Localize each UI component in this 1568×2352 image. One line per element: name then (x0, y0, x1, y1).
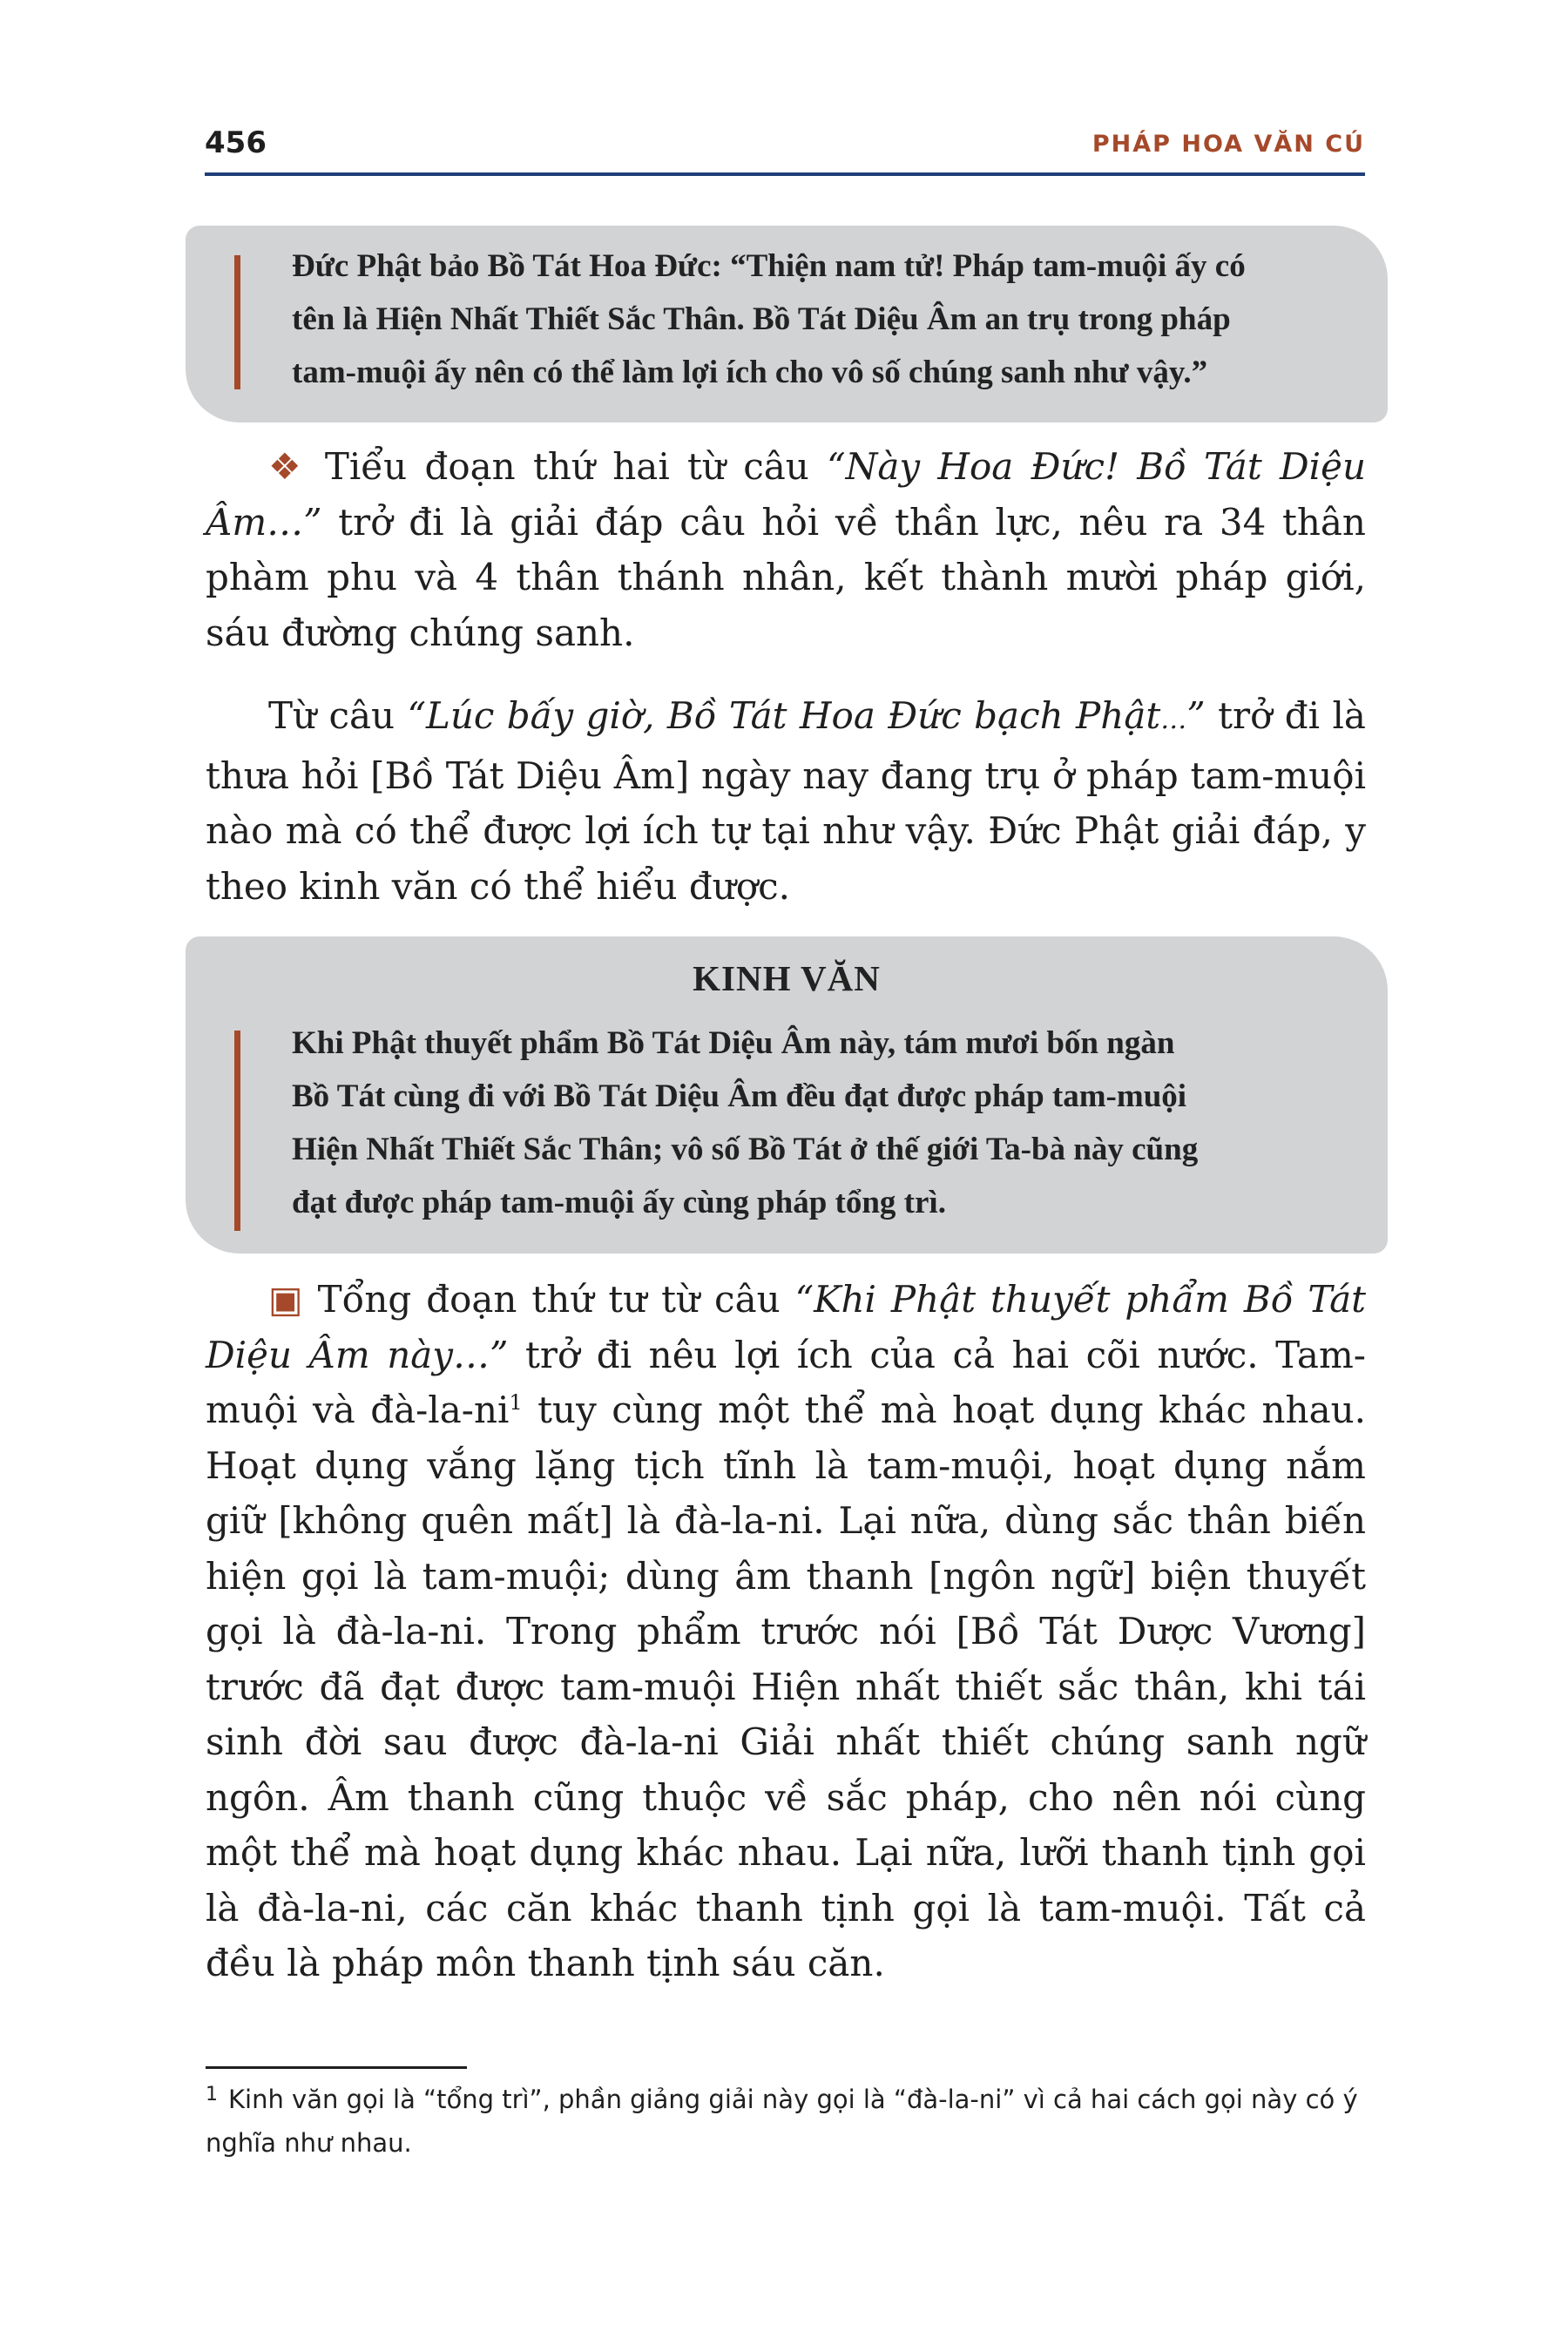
paragraph-section-four (206, 1272, 1366, 1991)
sutra-citation: “Này Hoa Đức! Bồ Tát Diệu Âm…” (206, 445, 1366, 544)
footnote-number: 1 (206, 2084, 218, 2105)
sutra-citation: “Khi Phật thuyết phẩm Bồ Tát Diệu Âm này…” (206, 1278, 1367, 1376)
para-text: trở đi nêu lợi ích của cả hai cõi nước. Tam-muội và đà-la-ni (206, 1333, 1366, 1431)
para-text: trở đi là thưa hỏi [Bồ Tát Diệu Âm] ngày nay đang trụ ở pháp tam-muội nào mà có thể được lợi ích tự tại như vậy. Đức Phật giải đáp, y theo kinh văn có thể hiểu được. (206, 694, 1366, 908)
footnote (206, 2078, 1366, 2165)
footnote-divider (206, 2066, 467, 2069)
sutra-quote-text (292, 240, 1346, 399)
kinh-van-heading: KINH VĂN (693, 958, 881, 998)
footnote-reference[interactable]: 1 (509, 1390, 523, 1415)
quote-accent-bar (234, 255, 240, 389)
footnote-text: Kinh văn gọi là “tổng trì”, phần giảng giải này gọi là “đà-la-ni” vì cả hai cách gọi này có ý nghĩa như nhau. (206, 2085, 1358, 2158)
sutra-quote-box-kinh-van (186, 936, 1388, 1254)
para-text: trở đi là giải đáp câu hỏi về thần lực, nêu ra 34 thân phàm phu và 4 thân thánh nhân, kết thành mười pháp giới, sáu đường chúng sanh. (206, 500, 1366, 654)
quote-line: tam-muội ấy nên có thể làm lợi ích cho vô số chúng sanh như vậy.” (292, 355, 1208, 390)
quote-line: Hiện Nhất Thiết Sắc Thân; vô số Bồ Tát ở thế giới Ta-bà này cũng (292, 1132, 1199, 1167)
sutra-quote-text (292, 1017, 1346, 1229)
paragraph-subsection-two (206, 439, 1366, 660)
para-text: Tổng đoạn thứ tư từ câu (302, 1278, 795, 1321)
page-number: 456 (205, 125, 267, 160)
diamond-bullet-icon: ❖ (268, 445, 308, 488)
quote-accent-bar (234, 1031, 240, 1231)
quote-line: Bồ Tát cùng đi với Bồ Tát Diệu Âm đều đạt được pháp tam-muội (292, 1078, 1187, 1114)
square-bullet-icon: ▣ (268, 1278, 303, 1321)
para-text: Từ câu (268, 694, 408, 737)
para-text: Tiểu đoạn thứ hai từ câu (307, 445, 828, 488)
sutra-citation: “Lúc bấy giờ, Bồ Tát Hoa Đức bạch Phật…” (407, 694, 1206, 737)
page-header (205, 124, 1365, 176)
para-text: tuy cùng một thể mà hoạt dụng khác nhau. Hoạt dụng vắng lặng tịch tĩnh là tam-muội, hoạt dụng nắm giữ [không quên mất] là đà-la-ni. Lại nữa, dùng sắc thân biến hiện gọi là tam-muội; dùng âm thanh [ngôn ngữ] biện thuyết gọi là đà-la-ni. Trong phẩm trước nói [Bồ Tát Dược Vương] trước đã đạt được tam-muội Hiện nhất thiết sắc thân, khi tái sinh đời sau được đà-la-ni Giải nhất thiết chúng sanh ngữ ngôn. Âm thanh cũng thuộc về sắc pháp, cho nên nói cùng một thể mà hoạt dụng khác nhau. Lại nữa, lưỡi thanh tịnh gọi là đà-la-ni, các căn khác thanh tịnh gọi là tam-muội. Tất cả đều là pháp môn thanh tịnh sáu căn. (206, 1389, 1367, 1984)
sutra-quote-box-top (186, 226, 1388, 422)
quote-line: Đức Phật bảo Bồ Tát Hoa Đức: “Thiện nam tử! Pháp tam-muội ấy có (292, 248, 1246, 284)
paragraph-question (206, 688, 1366, 914)
running-title: PHÁP HOA VĂN CÚ (1092, 131, 1365, 158)
quote-line: Khi Phật thuyết phẩm Bồ Tát Diệu Âm này, tám mươi bốn ngàn (292, 1025, 1175, 1061)
quote-line: tên là Hiện Nhất Thiết Sắc Thân. Bồ Tát Diệu Âm an trụ trong pháp (292, 301, 1231, 337)
quote-line: đạt được pháp tam-muội ấy cùng pháp tổng trì. (292, 1185, 946, 1220)
